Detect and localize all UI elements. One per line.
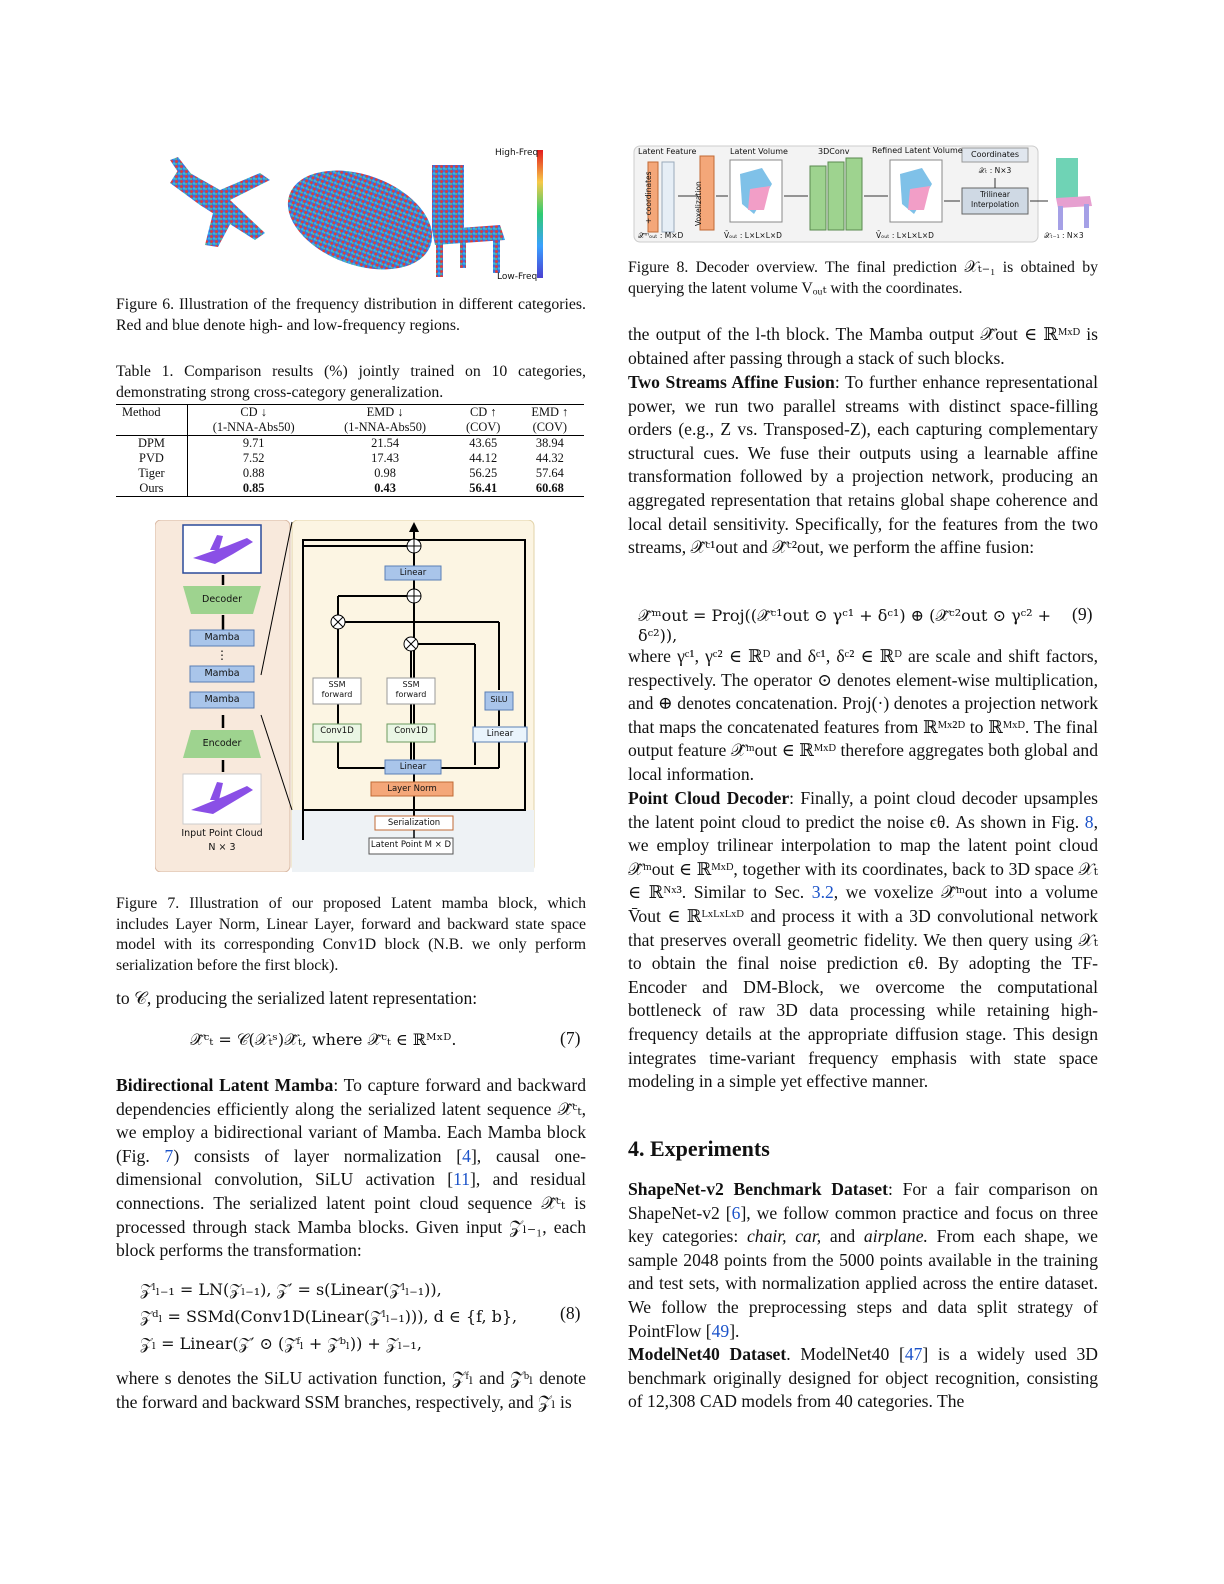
equation-7: 𝒳̂ᶜₜ = 𝒞(𝒳ₜˢ)𝒳̂ₜ, where 𝒳̂ᶜₜ ∈ ℝᴹˣᴰ. xyxy=(190,1030,457,1049)
car-pointcloud-icon xyxy=(274,152,446,285)
figure-8 xyxy=(632,144,1094,246)
figure-6-caption: Figure 6. Illustration of the frequency distribution in different categories. Red and blue denote high- and low-frequency regions. xyxy=(116,296,586,334)
table-cell: 21.54 xyxy=(371,436,400,450)
modelnet40-text: ] is a widely used 3D benchmark originally designed for object recognition, consisting of 12,308 CAD models from 40 categories. The xyxy=(628,1344,1098,1412)
ssm-label: SSM xyxy=(402,680,420,689)
bidirectional-text: ) consists of layer normalization [ xyxy=(173,1145,463,1166)
colorbar-high-label: High-Freq xyxy=(495,148,539,158)
table-header-cell: (COV) xyxy=(466,420,501,434)
mamba-block-label: Mamba xyxy=(204,668,240,679)
table-cell: 0.88 xyxy=(242,466,265,480)
table-header-cell: (1-NNA-Abs50) xyxy=(344,420,427,434)
paragraph-where-s: where s denotes the SiLU activation function, 𝒵ᶠₗ and 𝒵ᵇₗ denote the forward and backward SSM branches, respectively, and 𝒵ₗ is xyxy=(116,1368,586,1412)
bidirectional-heading: Bidirectional Latent Mamba xyxy=(116,1075,334,1095)
paragraph-serialized: to 𝒞, producing the serialized latent representation: xyxy=(116,988,478,1008)
decoder-text: , we voxelize 𝒳̂ᵐout into a volume V̄out ∈ ℝᴸˣᴸˣᴸˣᴰ and process it with a 3D convolutional network that preserves overall geometric fidelity. We then query using 𝒳ₜ to obtain the final noise prediction ϵθ. By adopting the TF-Encoder and DM-Block, we overcome the computational bottleneck of raw 3D data processing while retaining high-frequency details at the appropriate diffusion stage. This design integrates time-variant frequency emphasis with state space modeling in a simple yet effective manner. xyxy=(628,882,1098,1092)
table-header-cell: (1-NNA-Abs50) xyxy=(212,420,295,434)
table-1-caption: Table 1. Comparison results (%) jointly trained on 10 categories, demonstrating strong cross-category generalization. xyxy=(116,363,586,401)
table-cell: PVD xyxy=(116,451,187,466)
linear-right-label: Linear xyxy=(486,729,514,739)
paragraph-modelnet40 xyxy=(628,1343,1098,1414)
decoder-label: Decoder xyxy=(202,594,242,605)
equation-8-line: 𝒵ˡₗ₋₁ = LN(𝒵ₗ₋₁), 𝒵′ = s(Linear(𝒵ˡₗ₋₁)), xyxy=(140,1280,442,1299)
table-row xyxy=(116,451,584,466)
refined-volume-size-label: V̄ₒᵤₜ : L×L×L×D xyxy=(876,231,934,240)
chair-pointcloud-icon xyxy=(432,165,505,277)
table-header-cell: (COV) xyxy=(532,420,568,434)
latent-feature-label: Latent Feature xyxy=(638,147,697,156)
citation-11-link[interactable]: 11 xyxy=(453,1169,471,1190)
mamba-block-label: Mamba xyxy=(204,632,240,643)
modelnet40-heading: ModelNet40 Dataset xyxy=(628,1344,787,1364)
table-cell: DPM xyxy=(116,436,187,452)
figure-8-caption: Figure 8. Decoder overview. The final prediction 𝒳ₜ₋₁ is obtained by querying the latent volume Vₒᵤₜ with the coordinates. xyxy=(628,259,1098,297)
voxelization-label: Voxelization xyxy=(694,181,703,226)
table-row xyxy=(116,436,584,452)
conv1d-label: Conv1D xyxy=(320,726,354,736)
silu-label: SiLU xyxy=(490,695,508,704)
figure-6-graphic xyxy=(160,145,560,285)
table-cell: Tiger xyxy=(116,466,187,481)
input-point-cloud-size: N × 3 xyxy=(208,842,236,853)
figure-7-caption: Figure 7. Illustration of our proposed Latent mamba block, which includes Layer Norm, Linear Layer, forward and backward state space model with its corresponding Conv1D block (N.B. we only perform serialization before the first block). xyxy=(116,895,586,974)
equation-9-number: (9) xyxy=(1072,604,1093,624)
table-cell: 56.41 xyxy=(469,481,498,495)
xt-coordinates-label: 𝒳ₜ : N×3 xyxy=(978,166,1012,175)
shapenet-heading: ShapeNet-v2 Benchmark Dataset xyxy=(628,1179,888,1199)
table-cell: 7.52 xyxy=(242,451,265,465)
figure-7 xyxy=(155,520,535,872)
table-header-cell: CD ↑ xyxy=(469,405,497,419)
figure-7-link[interactable]: 7 xyxy=(164,1145,174,1166)
table-cell: 0.98 xyxy=(374,466,396,480)
table-cell: 0.85 xyxy=(242,481,265,495)
serialization-label: Serialization xyxy=(387,818,441,828)
ssm-direction-label: forward xyxy=(395,690,427,699)
table-cell: 9.71 xyxy=(242,436,265,450)
paragraph-shapenet xyxy=(628,1178,1098,1343)
ssm-label: SSM xyxy=(328,680,346,689)
equation-9: 𝒳̂ᵐout = Proj((𝒳̂ᶜ¹out ⊙ γᶜ¹ + δᶜ¹) ⊕ (𝒳̂ᶜ²out ⊙ γᶜ² + δᶜ²)), xyxy=(638,606,1052,645)
table-header-row xyxy=(116,420,584,436)
bidirectional-text: ], causal one-dimensional convolution, SiLU activation [ xyxy=(116,1145,586,1190)
latent-volume-label: Latent Volume xyxy=(730,147,788,156)
shapenet-text: : For a fair comparison on ShapeNet-v2 [ xyxy=(628,1179,1098,1223)
ssm-forward-label xyxy=(387,680,435,700)
output-size-label: 𝒳ₜ₋₁ : N×3 xyxy=(1044,231,1084,240)
table-header-cell: CD ↓ xyxy=(240,405,267,419)
equation-8 xyxy=(140,1276,550,1357)
table-header-cell: Method xyxy=(116,405,187,421)
table-header-cell: EMD ↓ xyxy=(366,405,404,419)
section-heading-experiments: 4. Experiments xyxy=(628,1136,770,1161)
shapenet-categories: chair, car, xyxy=(746,1226,822,1247)
coordinates-vertical-label: + coordinates xyxy=(644,171,653,224)
refined-volume-label: Refined Latent Volume xyxy=(872,146,963,155)
mamba-block-label: Mamba xyxy=(204,694,240,705)
equation-8-number: (8) xyxy=(560,1303,581,1323)
table-1 xyxy=(116,404,586,497)
affine-fusion-heading: Two Streams Affine Fusion xyxy=(628,372,835,392)
trilinear-interpolation-label: Trilinear Interpolation xyxy=(971,190,1019,209)
paragraph-bidirectional xyxy=(116,1074,586,1263)
equation-7-number: (7) xyxy=(560,1028,581,1048)
decoder-text: : Finally, a point cloud decoder upsamples the latent point cloud to predict the noise ϵθ. As shown in Fig. xyxy=(628,788,1098,832)
citation-6-link[interactable]: 6 xyxy=(731,1202,741,1223)
table-cell: 38.94 xyxy=(535,436,564,450)
equation-8-line: 𝒵ᵈₗ = SSMd(Conv1D(Linear(𝒵ˡₗ₋₁))), d ∈ {f, b}, xyxy=(140,1307,518,1326)
conv3d-label: 3DConv xyxy=(818,147,850,156)
shapenet-airplane: airplane. xyxy=(863,1226,928,1247)
paragraph-where-gamma: where γᶜ¹, γᶜ² ∈ ℝᴰ and δᶜ¹, δᶜ² ∈ ℝᴰ are scale and shift factors, respectively. The operator ⊙ denotes element-wise multiplication, and ⊕ denotes concatenation. Proj(·) denotes a projection network that maps the concatenated features from ℝᴹˣ²ᴰ to ℝᴹˣᴰ. The final output feature 𝒳̂ᵐout ∈ ℝᴹˣᴰ therefore aggregates both global and local information. xyxy=(628,646,1098,784)
volume-size-label: V̄ₒᵤₜ : L×L×L×D xyxy=(724,231,782,240)
bidirectional-text: ], and residual connections. The serialized latent point cloud sequence 𝒳̂ᶜₜ is processed through stack Mamba blocks. Given input 𝒵ₗ₋₁, each block performs the transformation: xyxy=(116,1169,586,1261)
affine-fusion-text: : To further enhance representational power, we run two parallel streams with distinct space-filling orders (e.g., Z vs. Transposed-Z), each capturing complementary structural cues. We fuse their outputs using a learnable affine transformation followed by a projection network, producing an aggregated representation that retains global shape coherence and local detail sensitivity. Specifically, for the features from the two streams, 𝒳̂ᶜ¹out and 𝒳̂ᶜ²out, we perform the affine fusion: xyxy=(628,372,1099,558)
shapenet-text: and xyxy=(821,1226,864,1247)
ssm-direction-label: forward xyxy=(321,690,353,699)
linear-mid-label: Linear xyxy=(399,762,427,772)
ssm-forward-label xyxy=(313,680,361,700)
paragraph-point-cloud-decoder xyxy=(628,787,1098,1094)
citation-49-link[interactable]: 49 xyxy=(711,1320,730,1341)
layer-norm-label: Layer Norm xyxy=(387,784,437,794)
shapenet-text: ]. xyxy=(729,1320,740,1341)
table-header-row xyxy=(116,405,584,421)
decoder-text: , we employ trilinear interpolation to map the latent point cloud 𝒳̂ᵐout ∈ ℝᴹˣᴰ, together with its coordinates, back to 3D space 𝒳ₜ ∈ ℝᴺˣ³. Similar to Sec. xyxy=(628,811,1098,903)
table-cell: 44.32 xyxy=(535,451,564,465)
linear-top-label: Linear xyxy=(399,568,427,578)
input-point-cloud-label: Input Point Cloud xyxy=(181,828,263,839)
table-cell: Ours xyxy=(116,481,187,497)
decoder-heading: Point Cloud Decoder xyxy=(628,788,790,808)
airplane-pointcloud-icon xyxy=(170,157,270,247)
paragraph-mamba-output: the output of the l-th block. The Mamba output 𝒳̂out ∈ ℝᴹˣᴰ is obtained after passing through a stack of such blocks. xyxy=(628,324,1098,368)
colorbar-low-label: Low-Freq xyxy=(497,272,538,282)
citation-47-link[interactable]: 47 xyxy=(904,1344,923,1364)
figure-6 xyxy=(160,145,560,285)
table-cell: 57.64 xyxy=(535,466,564,480)
citation-4-link[interactable]: 4 xyxy=(462,1145,471,1166)
table-cell: 44.12 xyxy=(469,451,498,465)
table-cell: 43.65 xyxy=(469,436,498,450)
ellipsis-label: ⋮ xyxy=(216,648,228,662)
bidirectional-text: : To capture forward and backward dependencies efficiently along the serialized latent sequence 𝒳̂ᶜₜ, we employ a bidirectional variant of Mamba. Each Mamba block (Fig. xyxy=(116,1075,586,1166)
table-header-cell: EMD ↑ xyxy=(531,405,569,419)
table-cell: 56.25 xyxy=(469,466,498,480)
latent-feature-size-label: 𝒳̂ᵐₒᵤₜ : M×D xyxy=(638,231,684,240)
paragraph-affine-fusion xyxy=(628,371,1098,560)
chair-output-icon xyxy=(1056,158,1092,230)
table-cell: 60.68 xyxy=(535,481,564,495)
coordinates-label: Coordinates xyxy=(970,150,1020,159)
conv1d-label: Conv1D xyxy=(394,726,428,736)
encoder-label: Encoder xyxy=(202,738,242,749)
section-3-2-link[interactable]: 3.2 xyxy=(811,882,834,903)
shapenet-text: From each shape, we sample 2048 points from the 5000 points available in the training and test sets, with normalization applied across the entire dataset. We follow the preprocessing steps and data split strategy of PointFlow [ xyxy=(628,1226,1098,1341)
table-cell: 17.43 xyxy=(371,451,400,465)
latent-point-label: Latent Point M × D xyxy=(370,840,452,850)
shapenet-text: ], we follow common practice and focus on three key categories: xyxy=(628,1202,1099,1247)
figure-8-link[interactable]: 8 xyxy=(1084,811,1094,832)
modelnet40-text: . ModelNet40 [ xyxy=(786,1344,905,1364)
table-header-cell xyxy=(116,420,187,436)
table-row xyxy=(116,466,584,481)
table-row xyxy=(116,481,584,497)
equation-8-line: 𝒵ₗ = Linear(𝒵′ ⊙ (𝒵ᶠₗ + 𝒵ᵇₗ)) + 𝒵ₗ₋₁, xyxy=(140,1334,422,1353)
frequency-colorbar xyxy=(537,150,543,278)
table-cell: 0.43 xyxy=(374,481,396,495)
